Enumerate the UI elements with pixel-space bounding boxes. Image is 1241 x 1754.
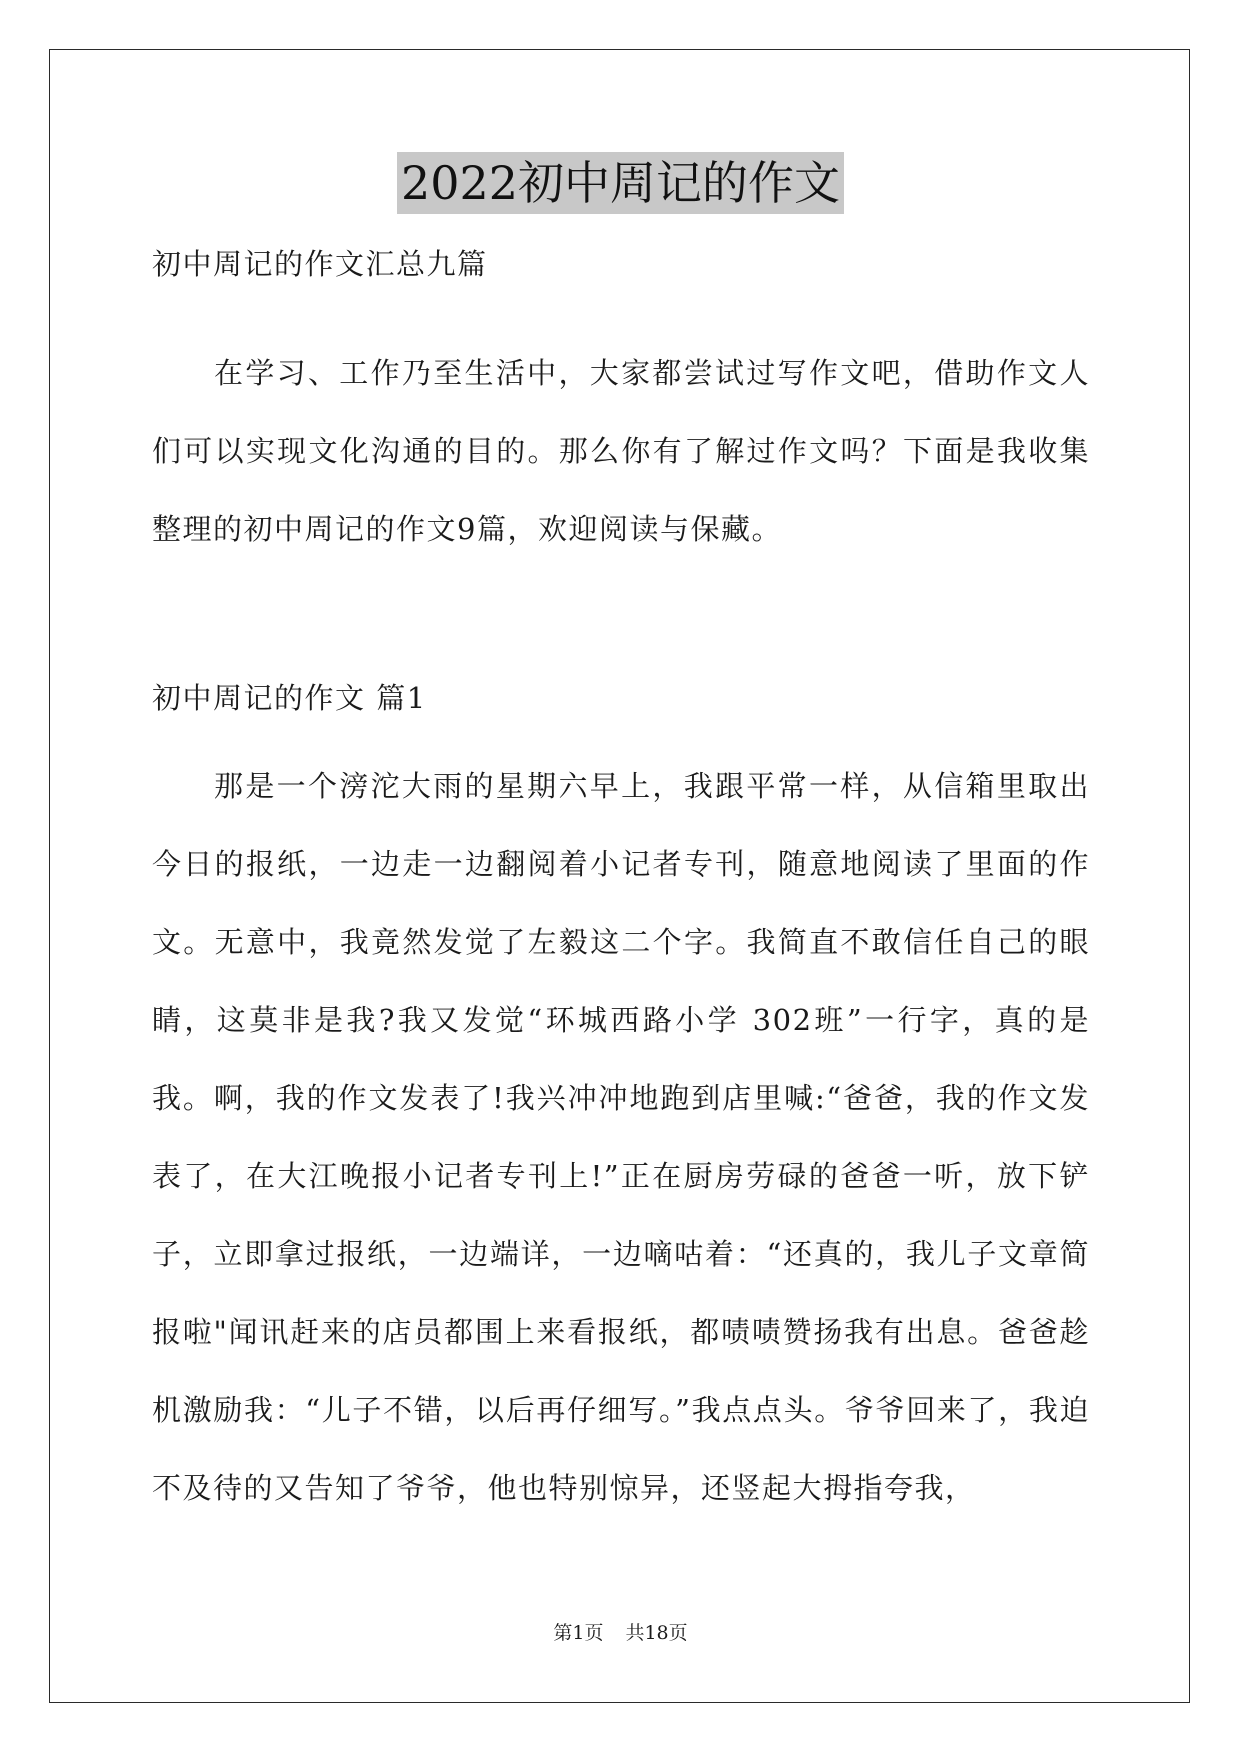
page-footer [0,1620,1241,1646]
total-pages-label: 共18页 [625,1622,688,1644]
document-title-text: 2022初中周记的作文 [397,152,844,214]
section-heading: 初中周记的作文 篇1 [152,681,427,715]
section-paragraph: 那是一个滂沱大雨的星期六早上，我跟平常一样，从信箱里取出今日的报纸，一边走一边翻阅着小记者专刊，随意地阅读了里面的作文。无意中，我竟然发觉了左毅这二个字。我简直不敢信任自己的眼睛，这莫非是我?我又发觉“环城西路小学 302班”一行字，真的是我。啊，我的作文发表了!我兴冲冲地跑到店里喊:“爸爸，我的作文发表了，在大江晚报小记者专刊上!”正在厨房劳碌的爸爸一听，放下铲子，立即拿过报纸，一边端详，一边嘀咕着：“还真的，我儿子文章简报啦"闻讯赶来的店员都围上来看报纸，都啧啧赞扬我有出息。爸爸趁机激励我：“儿子不错，以后再仔细写。”我点点头。爷爷回来了，我迫不及待的又告知了爷爷，他也特别惊异，还竖起大拇指夸我， [152,769,1090,1505]
intro-paragraph: 在学习、工作乃至生活中，大家都尝试过写作文吧，借助作文人们可以实现文化沟通的目的。那么你有了解过作文吗？下面是我收集整理的初中周记的作文9篇，欢迎阅读与保藏。 [152,356,1090,546]
document-subtitle: 初中周记的作文汇总九篇 [152,247,488,281]
current-page-label: 第1页 [553,1622,604,1644]
document-title [0,152,1241,214]
